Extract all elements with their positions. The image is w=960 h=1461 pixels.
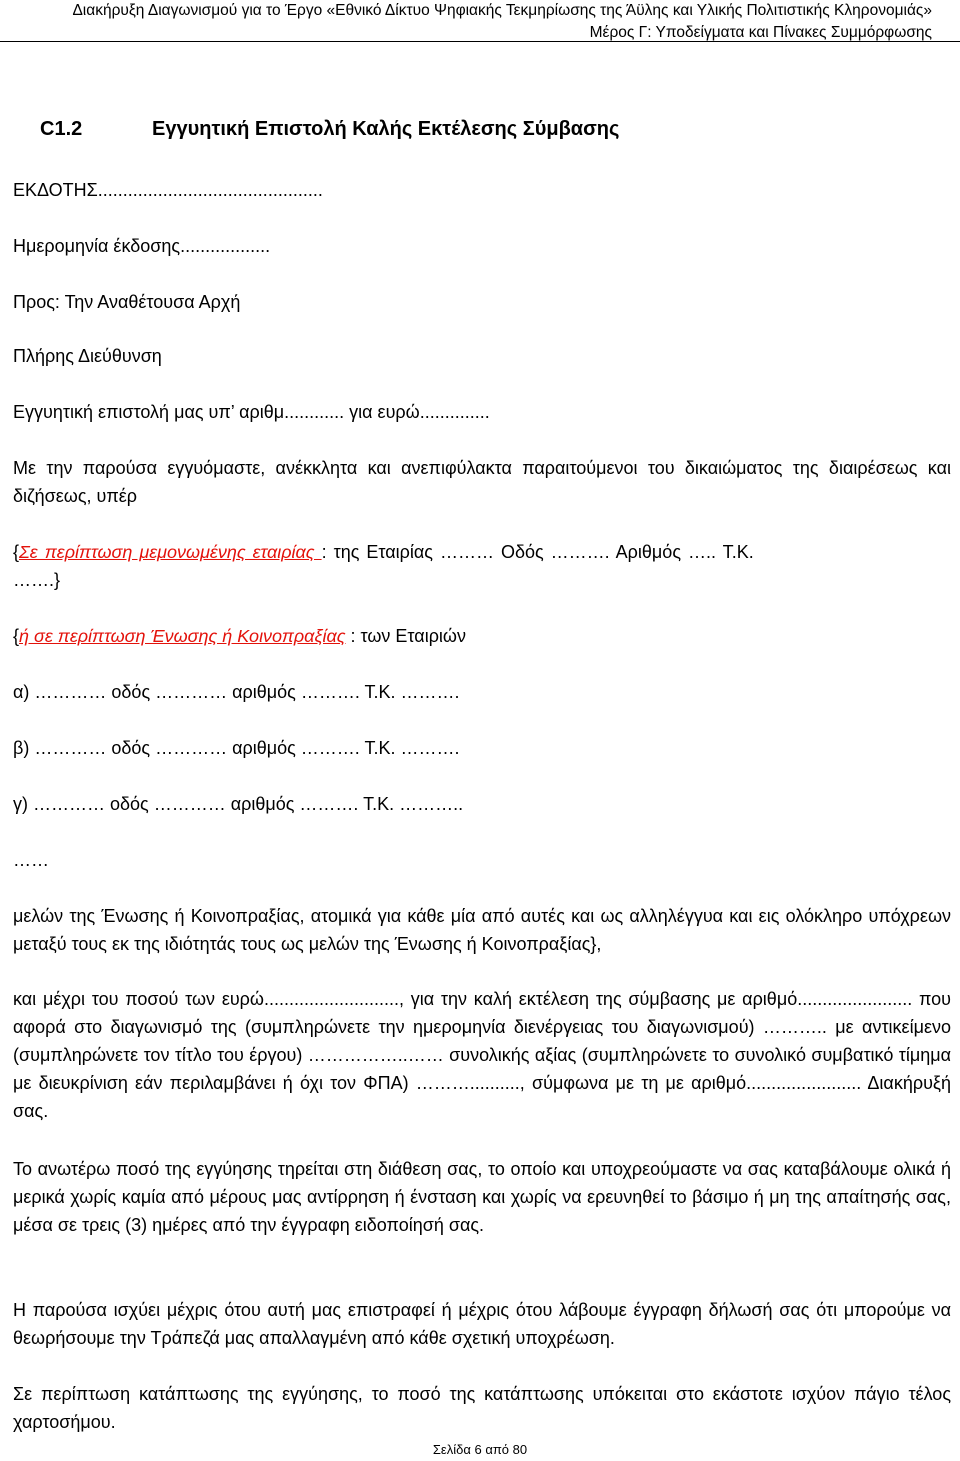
letter-reference: Εγγυητική επιστολή μας υπ’ αριθμ............ για ευρώ.............. <box>13 402 490 422</box>
single-company-label: Σε περίπτωση μεμονωμένης εταιρίας <box>19 542 322 562</box>
brace-open: { <box>13 542 20 562</box>
document-title: Διακήρυξη Διαγωνισμού για το Έργο «Εθνικό Δίκτυο Ψηφιακής Τεκμηρίωσης της Άϋλης και Υλικής Πολιτιστικής Κληρονομιάς» <box>72 2 932 19</box>
page-header <box>0 0 960 44</box>
document-part: Μέρος Γ: Υποδείγματα και Πίνακες Συμμόρφωσης <box>589 24 932 41</box>
single-company-details: : της Εταιρίας ……… Οδός ………. Αριθμός ….. Τ.Κ. <box>321 542 754 562</box>
members-paragraph: μελών της Ένωσης ή Κοινοπραξίας, ατομικά για κάθε μία από αυτές και ως αλληλέγγυα και εις ολόκληρο υπόχρεων μεταξύ τους εκ της ιδιότητάς τους ως μελών της Ένωσης ή Κοινοπραξίας}, <box>13 906 951 954</box>
brace-open: { <box>13 626 20 646</box>
amount-paragraph: και μέχρι του ποσού των ευρώ..........................., για την καλή εκτέλεση της σύμβασης με αριθμό....................... που αφορά στο διαγωνισμό της (συμπληρώνετε την ημερομηνία διενέργειας του διαγωνισμού) ……….. με αντικείμενο (συμπληρώνετε τον τίτλο του έργου) ……………..…… συνολικής αξίας (συμπληρώνετε το συνολικό συμβατικό τίμημα με διευκρίνιση εάν περιλαμβάνει ή όχι τον ΦΠΑ) ……….........., σύμφωνα με τη με αριθμό....................... Διακήρυξή σας. <box>13 989 951 1121</box>
member-ellipsis: …… <box>13 850 49 870</box>
joint-venture-clause <box>13 622 951 650</box>
issue-date-field: Ημερομηνία έκδοσης.................. <box>13 236 271 256</box>
page-number: Σελίδα 6 από 80 <box>432 1442 528 1457</box>
payment-paragraph: Το ανωτέρω ποσό της εγγύησης τηρείται στη διάθεση σας, το οποίο και υποχρεούμαστε να σας καταβάλουμε ολικά ή μερικά χωρίς καμία από μέρους μας αντίρρηση ή ένσταση και χωρίς να ερευνηθεί το βάσιμο ή μη της απαίτησής σας, μέσα σε τρεις (3) ημέρες από την έγγραφη ειδοποίησή σας. <box>13 1159 951 1235</box>
member-line: β) ………… οδός ………… αριθμός ………. Τ.Κ. ………. <box>13 738 460 758</box>
intro-paragraph: Με την παρούσα εγγυόμαστε, ανέκκλητα και ανεπιφύλακτα παραιτούμενοι του δικαιώματος της διαιρέσεως και διζήσεως, υπέρ <box>13 458 951 506</box>
joint-venture-label: ή σε περίπτωση Ένωσης ή Κοινοπραξίας <box>19 626 346 646</box>
section-heading <box>40 118 619 141</box>
single-company-continuation: …….} <box>13 570 61 590</box>
joint-venture-details: : των Εταιριών <box>345 626 466 646</box>
section-number: C1.2 <box>40 118 83 140</box>
forfeiture-paragraph: Σε περίπτωση κατάπτωσης της εγγύησης, το ποσό της κατάπτωσης υπόκειται στο εκάστοτε ισχύον πάγιο τέλος χαρτοσήμου. <box>13 1384 951 1432</box>
member-line: γ) ………… οδός ………… αριθμός ………. Τ.Κ. ……….. <box>13 794 464 814</box>
recipient-field: Προς: Την Αναθέτουσα Αρχή <box>13 292 241 312</box>
address-field: Πλήρης Διεύθυνση <box>13 346 162 366</box>
section-title: Εγγυητική Επιστολή Καλής Εκτέλεσης Σύμβασης <box>152 118 620 140</box>
single-company-clause <box>13 538 951 566</box>
header-divider <box>0 41 960 42</box>
validity-paragraph: Η παρούσα ισχύει μέχρις ότου αυτή μας επιστραφεί ή μέχρις ότου λάβουμε έγγραφη δήλωσή σας ότι μπορούμε να θεωρήσουμε την Τράπεζά μας απαλλαγμένη από κάθε σχετική υποχρέωση. <box>13 1300 951 1348</box>
issuer-field: ΕΚΔΟΤΗΣ............................................. <box>13 180 323 200</box>
member-line: α) ………… οδός ………… αριθμός ………. Τ.Κ. ………. <box>13 682 460 702</box>
